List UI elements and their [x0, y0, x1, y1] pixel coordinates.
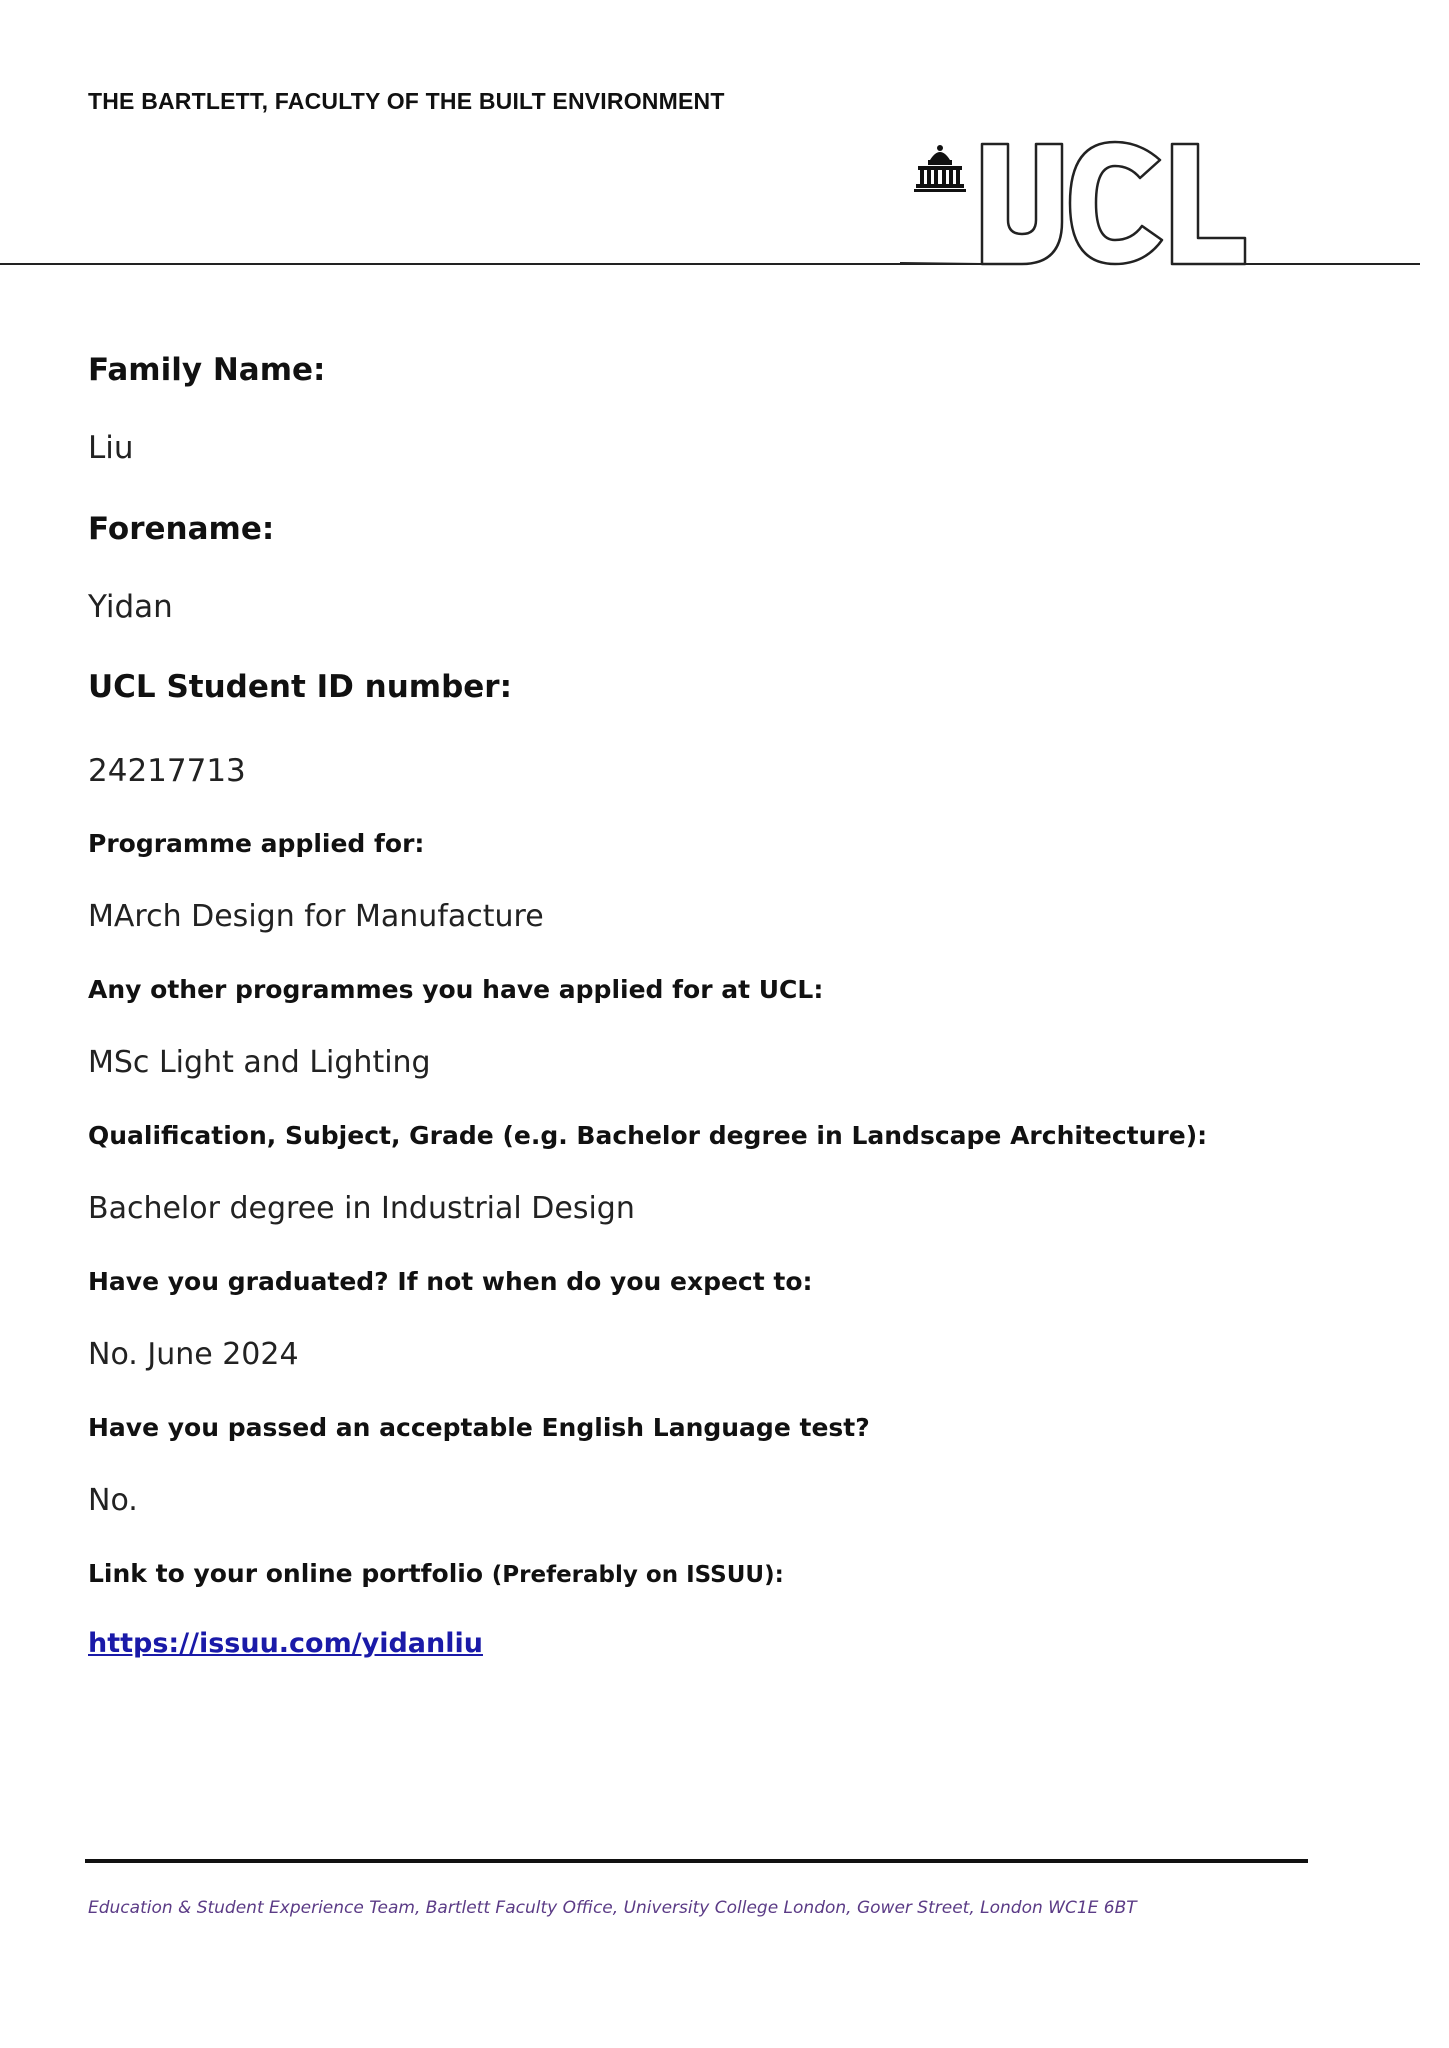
- header-divider: [0, 263, 1000, 265]
- programme-value: MArch Design for Manufacture: [88, 899, 544, 934]
- english-test-label: Have you passed an acceptable English Language test?: [88, 1413, 870, 1442]
- family-name-label: Family Name:: [88, 352, 326, 388]
- programme-label: Programme applied for:: [88, 829, 425, 858]
- portfolio-link[interactable]: https://issuu.com/yidanliu: [88, 1628, 483, 1659]
- family-name-value: Liu: [88, 430, 134, 466]
- portico-icon: [914, 145, 966, 192]
- faculty-heading: THE BARTLETT, FACULTY OF THE BUILT ENVIRONMENT: [88, 88, 725, 114]
- graduated-label: Have you graduated? If not when do you expect to:: [88, 1267, 813, 1296]
- application-form: [88, 350, 1338, 1678]
- portfolio-label: Link to your online portfolio: [88, 1559, 484, 1588]
- qualification-value: Bachelor degree in Industrial Design: [88, 1191, 635, 1226]
- student-id-value: 24217713: [88, 753, 246, 789]
- ucl-logo: [900, 140, 1420, 270]
- other-programmes-value: MSc Light and Lighting: [88, 1045, 431, 1080]
- qualification-label: Qualification, Subject, Grade (e.g. Bachelor degree in Landscape Architecture):: [88, 1121, 1208, 1150]
- footer-divider: [85, 1859, 1308, 1863]
- graduated-value: No. June 2024: [88, 1337, 299, 1372]
- student-id-label: UCL Student ID number:: [88, 669, 512, 705]
- portfolio-label-line: [88, 1557, 1338, 1592]
- english-test-value: No.: [88, 1483, 138, 1518]
- portfolio-label-note: (Preferably on ISSUU):: [491, 1562, 784, 1588]
- footer-address: Education & Student Experience Team, Bartlett Faculty Office, University College London, Gower Street, London WC1E 6BT: [88, 1898, 1137, 1918]
- forename-value: Yidan: [88, 589, 173, 625]
- forename-label: Forename:: [88, 511, 275, 547]
- other-programmes-label: Any other programmes you have applied for at UCL:: [88, 975, 824, 1004]
